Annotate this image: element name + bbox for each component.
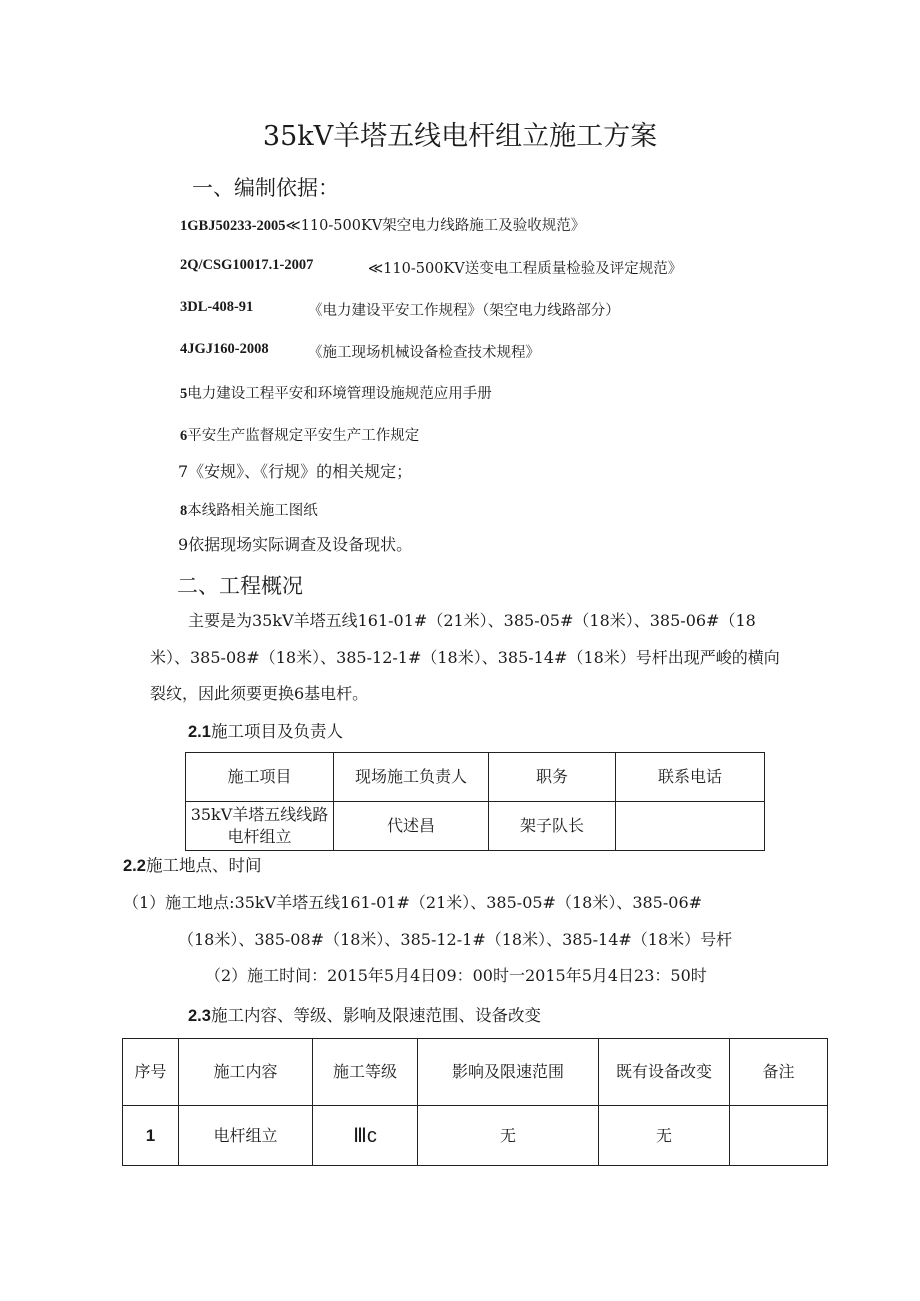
header-cell: 既有设备改变 [599, 1039, 730, 1106]
responsible-table [185, 752, 765, 851]
level-cell: Ⅲc [313, 1106, 418, 1166]
reference-code: 2Q/CSG10017.1-2007 [180, 257, 314, 273]
subsection-number: 2.1 [188, 723, 211, 741]
table-header-row [123, 1039, 828, 1106]
impact-cell: 无 [418, 1106, 599, 1166]
section2-heading: 二、工程概况 [177, 574, 303, 598]
reference-item-9: 9依据现场实际调查及设备现状。 [178, 535, 413, 554]
header-cell: 施工内容 [179, 1039, 313, 1106]
seq-cell: 1 [123, 1106, 179, 1166]
reference-code: 4JGJ160-2008 [180, 341, 269, 357]
header-cell: 备注 [730, 1039, 828, 1106]
position-cell: 架子队长 [489, 802, 616, 851]
project-cell [186, 802, 334, 851]
project-line-2: 电杆组立 [227, 827, 292, 846]
subsection-number: 2.3 [188, 1007, 211, 1025]
header-cell: 影响及限速范围 [418, 1039, 599, 1106]
phone-cell [616, 802, 765, 851]
project-line-1: 35kV羊塔五线线路 [190, 805, 329, 824]
reference-code: 3DL-408-91 [180, 299, 254, 315]
remark-cell [730, 1106, 828, 1166]
reference-item-7: 7《安规》、《行规》的相关规定； [178, 462, 413, 481]
header-cell: 现场施工负责人 [334, 753, 489, 802]
reference-item-3 [180, 299, 253, 316]
reference-item-6 [180, 424, 419, 445]
table-row [123, 1106, 828, 1166]
leader-cell: 代述昌 [334, 802, 489, 851]
content-cell: 电杆组立 [179, 1106, 313, 1166]
header-cell: 施工等级 [313, 1039, 418, 1106]
header-cell: 联系电话 [616, 753, 765, 802]
subsection-2-1-heading [188, 718, 343, 742]
subsection-2-3-heading [188, 1002, 541, 1026]
table-row [186, 802, 765, 851]
reference-text-2: ≪110-500KV送变电工程质量检验及评定规范》 [368, 261, 683, 277]
subsection-title: 施工地点、时间 [145, 856, 262, 875]
reference-text: ≪110-500KV架空电力线路施工及验收规范》 [285, 218, 586, 234]
subsection-title: 施工项目及负责人 [210, 722, 343, 741]
subsection-number: 2.2 [123, 857, 146, 875]
reference-text: 电力建设工程平安和环境管理设施规范应用手册 [187, 386, 492, 402]
reference-code: 8 [180, 503, 188, 519]
subsection-title: 施工内容、等级、影响及限速范围、设备改变 [210, 1006, 541, 1025]
location-line-1: （1）施工地点:35kV羊塔五线161-01#（21米）、385-05#（18米）、385-06# [123, 893, 703, 912]
reference-item-5 [180, 382, 492, 403]
overview-paragraph-line-2: 米）、385-08#（18米）、385-12-1#（18米）、385-14#（18米）号杆出现严峻的横向 [150, 648, 780, 667]
reference-code: 5 [180, 386, 188, 402]
location-line-2: （18米）、385-08#（18米）、385-12-1#（18米）、385-14#（18米）号杆 [178, 930, 733, 949]
reference-text: 本线路相关施工图纸 [187, 503, 318, 519]
overview-paragraph-line-3: 裂纹，因此须要更换6基电杆。 [150, 684, 369, 703]
reference-item-1 [180, 214, 585, 235]
reference-text: 平安生产监督规定平安生产工作规定 [187, 428, 420, 444]
page-title: 35kV羊塔五线电杆组立施工方案 [262, 121, 658, 152]
reference-item-8 [180, 499, 318, 520]
reference-text-3: 《电力建设平安工作规程》（架空电力线路部分） [308, 303, 620, 319]
header-cell: 序号 [123, 1039, 179, 1106]
reference-code: 6 [180, 428, 188, 444]
reference-item-2 [180, 257, 313, 274]
header-cell: 职务 [489, 753, 616, 802]
table-header-row [186, 753, 765, 802]
reference-code: 1GBJ50233-2005 [180, 218, 286, 234]
reference-text-4: 《施工现场机械设备检查技术规程》 [308, 345, 540, 361]
header-cell: 施工项目 [186, 753, 334, 802]
subsection-2-2-heading [123, 852, 261, 876]
overview-paragraph-line-1: 主要是为35kV羊塔五线161-01#（21米）、385-05#（18米）、385-06#（18 [188, 611, 756, 630]
content-table [122, 1038, 828, 1166]
time-line: （2）施工时间：2015年5月4日09：00时一2015年5月4日23：50时 [205, 966, 707, 985]
section1-heading: 一、编制依据： [192, 176, 339, 200]
equipment-change-cell: 无 [599, 1106, 730, 1166]
reference-item-4 [180, 341, 269, 358]
